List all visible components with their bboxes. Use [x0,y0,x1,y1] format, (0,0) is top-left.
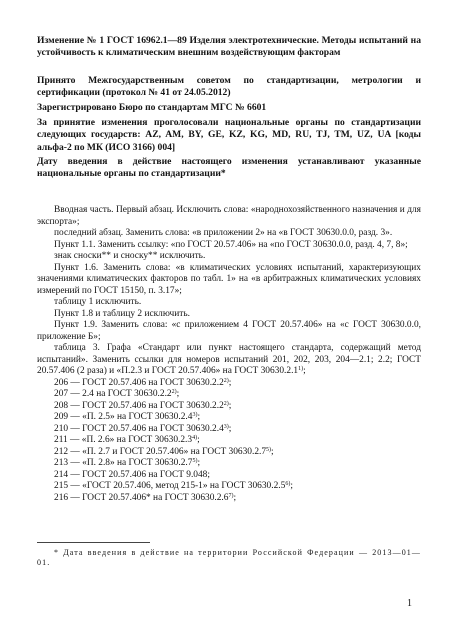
footnote-ref: 7) [228,492,234,499]
row-end: ; [233,492,237,503]
row-text: 212 — «П. 2.7 и ГОСТ 20.57.406» на ГОСТ 30630.2.7 [54,446,267,457]
footnote-ref: 3) [223,423,229,430]
registration-statement: Зарегистрировано Бюро по стандартам МГС № 6601 [37,102,267,113]
test-number-row [37,401,421,413]
paragraph-item-1-1: Пункт 1.1. Заменить ссылку: «по ГОСТ 20.57.406» на «по ГОСТ 30630.0.0, разд. 4, 7, 8»; [54,239,408,250]
test-number-row [37,424,421,436]
row-end: ; [176,389,180,399]
voting-statement: За принятие изменения проголосовали национальные органы по стандартизации следующих государств: AZ, AM, BY, GE, KZ, KG, MD, RU, TJ, TM, UZ, UA [коды альфа-2 по МК (ИСО 3166) 004] [37,117,421,153]
paragraph-intro: Вводная часть. Первый абзац. Исключить слова: «народнохозяйственного назначения и для экспорта»; [37,205,421,227]
row-text: 211 — «П. 2.6» на ГОСТ 30630.2.3 [54,435,193,445]
row-end: ; [228,423,232,434]
effective-date-statement: Дату введения в действие настоящего изменения устанавливают указанные национальные органы по стандартизации* [37,156,421,180]
footnote-ref: 1) [298,366,304,372]
row-text: 214 — ГОСТ 20.57.406 на ГОСТ 9.048; [54,469,210,480]
table-3-end: ; [303,366,306,376]
row-text: 206 — ГОСТ 20.57.406 на ГОСТ 30630.2.2 [54,377,224,388]
footnote-ref: 2) [223,400,229,407]
footnote-ref: 4) [192,435,198,441]
test-number-row [37,378,421,390]
row-end: ; [290,481,293,491]
footnote: * Дата введения в действие на территории Российской Федерации — 2013—01—01. [37,548,421,567]
test-number-row [37,435,421,447]
paragraph-last-abzac: последний абзац. Заменить слова: «в приложении 2» на «в ГОСТ 30630.0.0, разд. 3». [54,228,393,238]
paragraph-table-3 [37,343,421,378]
footnote-separator [37,542,150,543]
test-number-row [37,447,421,459]
amendment-title: Изменение № 1 ГОСТ 16962.1—89 Изделия электротехнические. Методы испытаний на устойчивость к климатическим внешним воздействующим факторам [37,35,421,59]
page-number: 1 [407,598,412,609]
row-end: ; [228,377,232,388]
footnote-ref: 3) [192,412,198,418]
row-text: 213 — «П. 2.8» на ГОСТ 30630.2.7 [54,458,193,468]
test-number-row [37,481,421,493]
row-text: 215 — «ГОСТ 20.57.406, метод 215-1» на ГОСТ 30630.2.5 [54,481,286,491]
footnote-ref: 5) [192,458,198,464]
adoption-statement: Принято Межгосударственным советом по стандартизации, метрологии и сертификации (протокол № 41 от 24.05.2012) [37,75,421,99]
row-text: 207 — 2.4 на ГОСТ 30630.2.2 [54,389,172,399]
footnote-ref: 5) [266,446,272,453]
row-end: ; [197,458,201,468]
row-end: ; [271,446,274,457]
row-text: 208 — ГОСТ 20.57.406 на ГОСТ 30630.2.2 [54,400,224,411]
paragraph-item-1-6: Пункт 1.6. Заменить слова: «в климатических условиях испытаний, характеризующих значениями климатических факторов по табл. 1» на «в арбитражных климатических условиях измерений по ГОСТ 15150, п. 3.17»; [37,262,421,296]
row-text: 210 — ГОСТ 20.57.406 на ГОСТ 30630.2.4 [54,423,224,434]
test-number-row [37,412,421,424]
test-number-row [37,470,421,482]
footnote-ref: 6) [285,481,291,487]
paragraph-footnote-removal: знак сноски** и сноску** исключить. [54,251,206,261]
test-number-row [37,493,421,505]
footnote-ref: 2) [223,377,229,384]
amendment-body [37,205,421,504]
test-number-row [37,389,421,401]
paragraph-item-1-8: Пункт 1.8 и таблицу 2 исключить. [54,308,190,319]
test-number-list [37,378,421,505]
row-end: ; [197,435,200,445]
test-number-row [37,458,421,470]
row-end: ; [228,400,232,411]
row-text: 209 — «П. 2.5» на ГОСТ 30630.2.4 [54,412,193,422]
row-end: ; [197,412,201,422]
table-3-text: таблица 3. Графа «Стандарт или пункт настоящего стандарта, содержащий метод испытаний». Заменить ссылки для номеров испытаний 201, 202, 203, 204—2.1; 2.2; ГОСТ 20.57.406 (2 раза) и «П.2.3 и ГОСТ 20.57.406» на ГОСТ 30630.2.1 [37,343,421,376]
row-text: 216 — ГОСТ 20.57.406* на ГОСТ 30630.2.6 [54,492,229,503]
paragraph-table-1: таблицу 1 исключить. [54,297,142,307]
footnote-ref: 2) [171,389,177,395]
paragraph-item-1-9: Пункт 1.9. Заменить слова: «с приложением 4 ГОСТ 20.57.406» на «с ГОСТ 30630.0.0, приложение Б»; [37,320,421,342]
